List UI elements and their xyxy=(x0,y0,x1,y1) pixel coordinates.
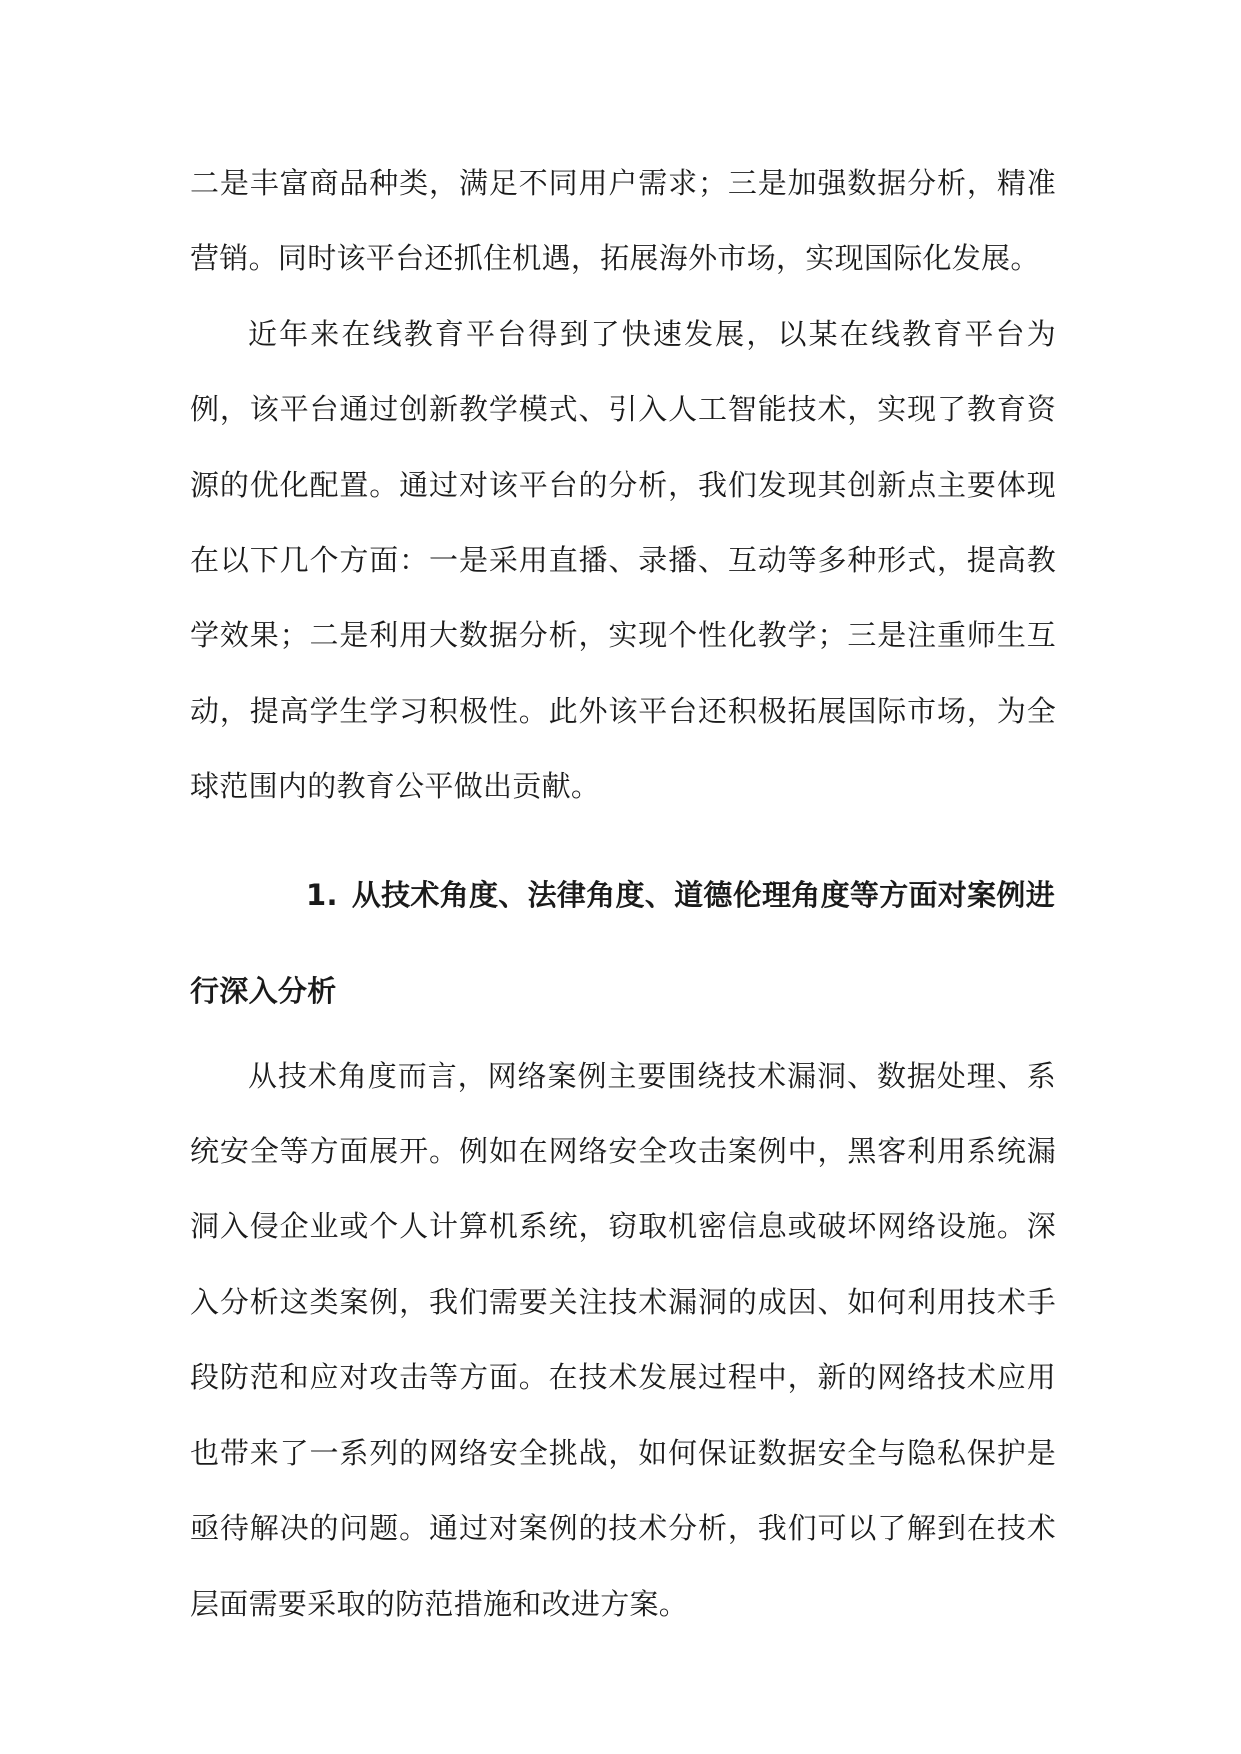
section-gap xyxy=(190,825,1056,847)
document-body xyxy=(190,146,1056,1642)
section-heading-number: 1. xyxy=(306,877,338,912)
paragraph-online-education: 近年来在线教育平台得到了快速发展，以某在线教育平台为例，该平台通过创新教学模式、引入人工智能技术，实现了教育资源的优化配置。通过对该平台的分析，我们发现其创新点主要体现在以下几个方面：一是采用直播、录播、互动等多种形式，提高教学效果；二是利用大数据分析，实现个性化教学；三是注重师生互动，提高学生学习积极性。此外该平台还积极拓展国际市场，为全球范围内的教育公平做出贡献。 xyxy=(190,316,1056,804)
section-heading-text: 从技术角度、法律角度、道德伦理角度等方面对案例进行深入分析 xyxy=(190,877,1055,1008)
paragraph-continued: 二是丰富商品种类，满足不同用户需求；三是加强数据分析，精准营销。同时该平台还抓住机遇，拓展海外市场，实现国际化发展。 xyxy=(190,166,1056,276)
section-heading xyxy=(190,847,1056,1039)
paragraph-technical-analysis: 从技术角度而言，网络案例主要围绕技术漏洞、数据处理、系统安全等方面展开。例如在网络安全攻击案例中，黑客利用系统漏洞入侵企业或个人计算机系统，窃取机密信息或破坏网络设施。深入分析这类案例，我们需要关注技术漏洞的成因、如何利用技术手段防范和应对攻击等方面。在技术发展过程中，新的网络技术应用也带来了一系列的网络安全挑战，如何保证数据安全与隐私保护是亟待解决的问题。通过对案例的技术分析，我们可以了解到在技术层面需要采取的防范措施和改进方案。 xyxy=(190,1058,1056,1621)
